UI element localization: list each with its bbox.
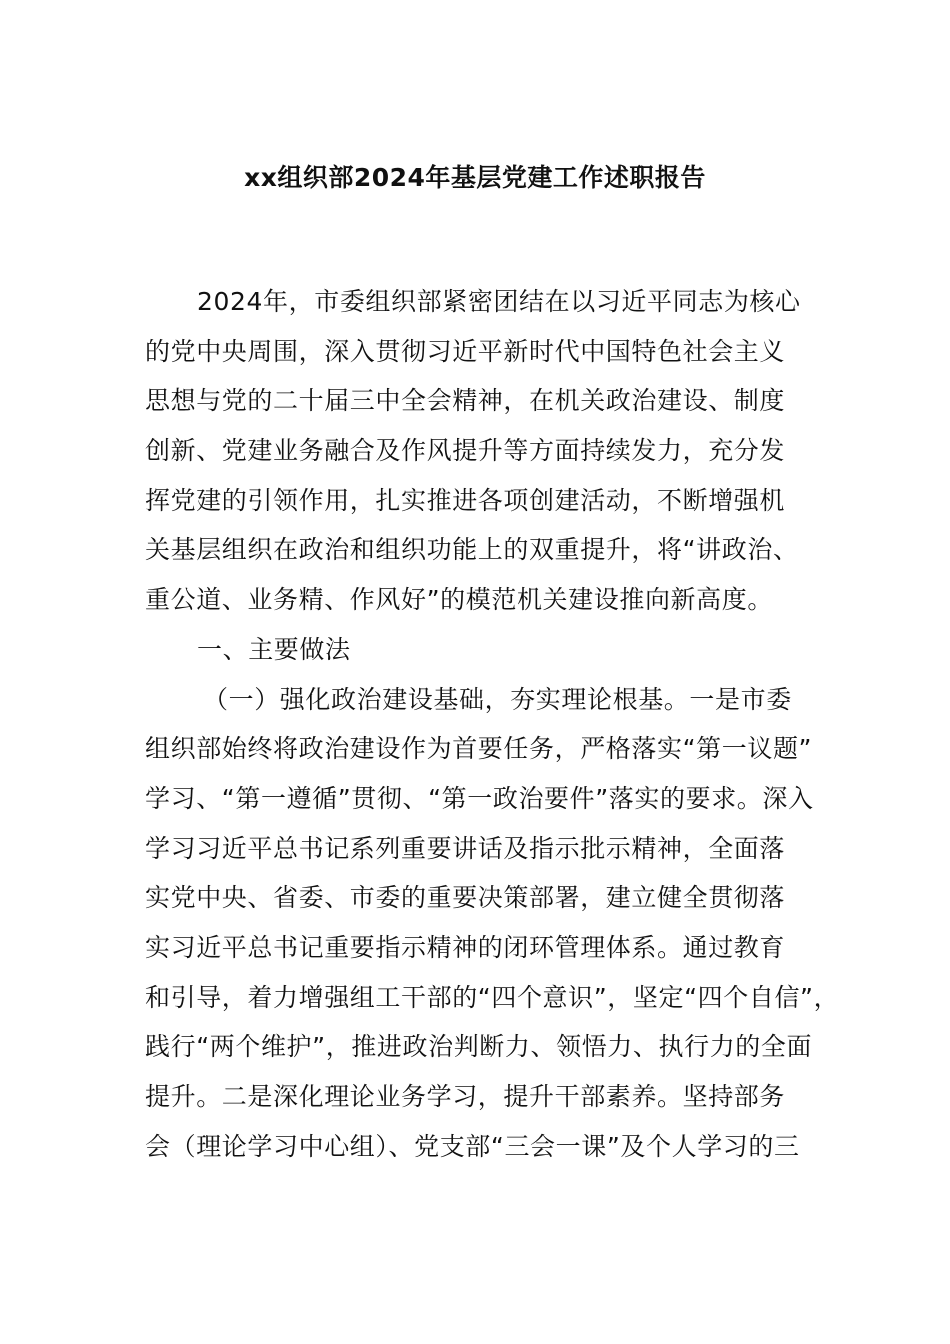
paragraph-line: 实习近平总书记重要指示精神的闭环管理体系。通过教育	[145, 932, 786, 962]
paragraph-line: 践行“两个维护”，推进政治判断力、领悟力、执行力的全面	[145, 1032, 813, 1062]
paragraph-line: 挥党建的引领作用，扎实推进各项创建活动，不断增强机	[145, 485, 786, 515]
paragraph-line: 学习习近平总书记系列重要讲话及指示批示精神，全面落	[145, 833, 786, 863]
subsection-heading-line: （一）强化政治建设基础，夯实理论根基。一是市委	[203, 684, 792, 714]
paragraph-line: 思想与党的二十届三中全会精神，在机关政治建设、制度	[145, 386, 786, 416]
paragraph-line: 实党中央、省委、市委的重要决策部署，建立健全贯彻落	[145, 883, 786, 913]
paragraph-line: 重公道、业务精、作风好”的模范机关建设推向新高度。	[145, 585, 773, 615]
section-heading: 一、主要做法	[197, 634, 351, 664]
document-title: xx组织部2024年基层党建工作述职报告	[244, 163, 706, 192]
paragraph-line: 创新、党建业务融合及作风提升等方面持续发力，充分发	[145, 436, 786, 466]
paragraph-line: 的党中央周围，深入贯彻习近平新时代中国特色社会主义	[145, 336, 786, 366]
paragraph-line: 关基层组织在政治和组织功能上的双重提升，将“讲政治、	[145, 535, 799, 565]
paragraph-line: 提升。二是深化理论业务学习，提升干部素养。坚持部务	[145, 1082, 786, 1111]
paragraph-line: 学习、“第一遵循”贯彻、“第一政治要件”落实的要求。深入	[145, 783, 814, 813]
paragraph-line: 组织部始终将政治建设作为首要任务，严格落实“第一议题”	[145, 734, 813, 764]
document-body	[145, 277, 845, 1171]
paragraph-line: 会（理论学习中心组）、党支部“三会一课”及个人学习的三	[145, 1131, 800, 1161]
paragraph-line: 2024年，市委组织部紧密团结在以习近平同志为核心	[197, 287, 801, 316]
paragraph-line: 和引导，着力增强组工干部的“四个意识”，坚定“四个自信”，	[145, 982, 840, 1012]
